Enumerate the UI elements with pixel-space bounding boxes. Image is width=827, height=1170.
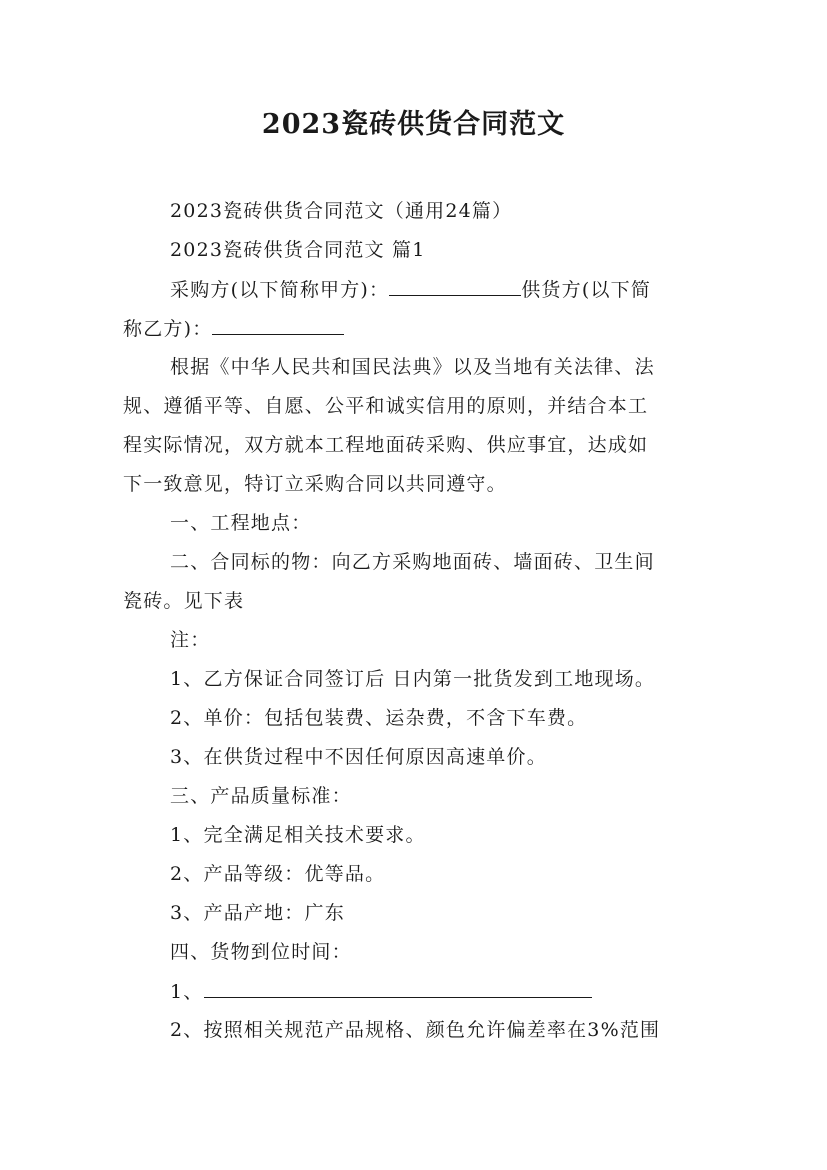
- document-subtitle: 2023瓷砖供货合同范文（通用24篇）: [170, 200, 513, 222]
- party-b-label: 供货方(以下简: [521, 279, 652, 301]
- quality-item: 3、产品产地：广东: [170, 902, 345, 924]
- section-heading: 二、合同标的物：向乙方采购地面砖、墙面砖、卫生间: [170, 551, 655, 573]
- intro-line: 规、遵循平等、自愿、公平和诚实信用的原则，并结合本工: [123, 395, 649, 417]
- chapter-heading: 2023瓷砖供货合同范文 篇1: [170, 239, 426, 261]
- party-a-blank: [389, 277, 521, 296]
- delivery-blank: [204, 979, 592, 998]
- delivery-item: [170, 979, 592, 1004]
- document-title: 2023瓷砖供货合同范文: [261, 109, 566, 140]
- party-line: [170, 277, 651, 302]
- section-heading: 一、工程地点：: [170, 512, 312, 534]
- quality-item: 1、完全满足相关技术要求。: [170, 824, 426, 846]
- intro-line: 下一致意见，特订立采购合同以共同遵守。: [123, 473, 507, 495]
- party-a-label: 采购方(以下简称甲方)：: [170, 279, 390, 301]
- intro-line: 程实际情况，双方就本工程地面砖采购、供应事宜，达成如: [123, 434, 649, 456]
- delivery-item-prefix: 1、: [170, 981, 204, 1003]
- note-label: 注：: [170, 629, 211, 651]
- section-heading: 四、货物到位时间：: [170, 941, 352, 963]
- quality-item: 2、产品等级：优等品。: [170, 863, 386, 885]
- party-b-label-cont: 称乙方)：: [123, 318, 213, 340]
- note-item: 2、单价：包括包装费、运杂费，不含下车费。: [170, 707, 588, 729]
- body-text: 瓷砖。见下表: [123, 590, 245, 612]
- intro-line: 根据《中华人民共和国民法典》以及当地有关法律、法: [170, 356, 655, 378]
- delivery-item: 2、按照相关规范产品规格、颜色允许偏差率在3%范围: [170, 1019, 661, 1041]
- note-item: 1、乙方保证合同签订后 日内第一批货发到工地现场。: [170, 668, 656, 690]
- section-heading: 三、产品质量标准：: [170, 785, 352, 807]
- party-line-cont: [123, 316, 344, 341]
- party-b-blank: [212, 316, 344, 335]
- note-item: 3、在供货过程中不因任何原因高速单价。: [170, 746, 547, 768]
